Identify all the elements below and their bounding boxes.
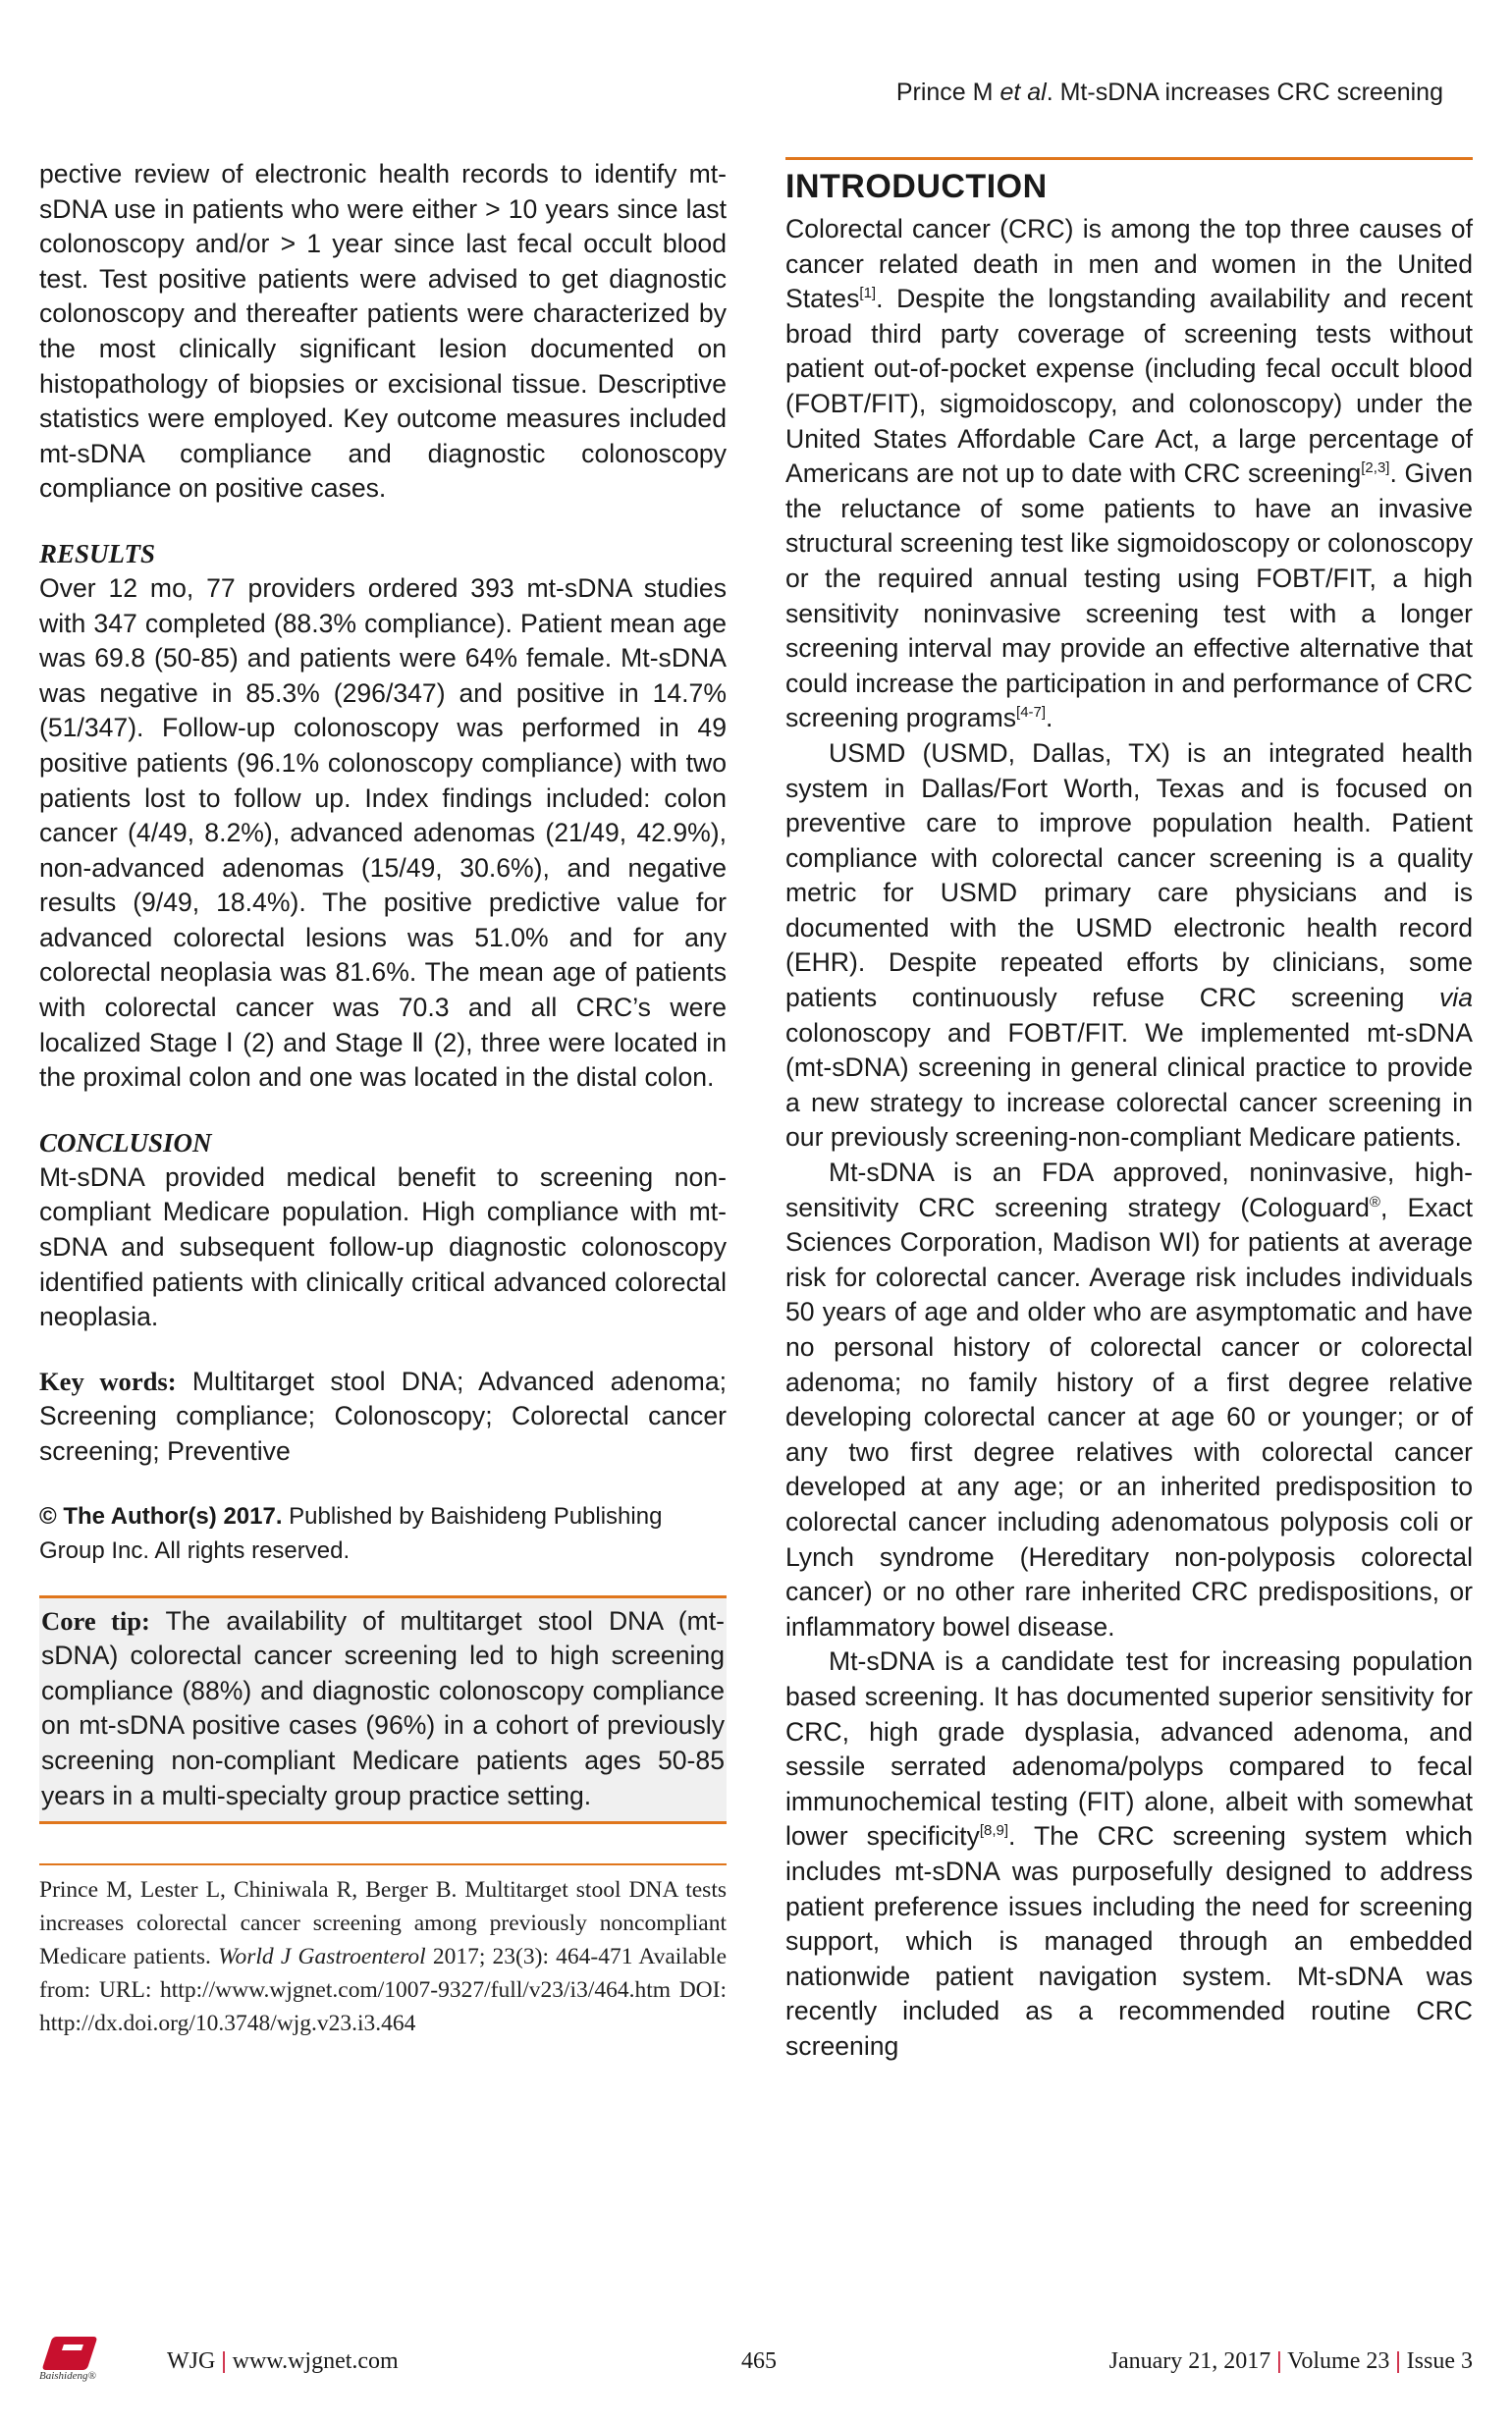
copyright-text: Published by Baishideng Publishing Group Inc. All rights reserved. bbox=[39, 1502, 663, 1564]
citation-journal: World J Gastroenterol bbox=[218, 1944, 426, 1970]
running-head-authors: Prince M bbox=[895, 79, 1000, 106]
footer-journal bbox=[167, 2348, 399, 2375]
p1-text-b: . Despite the longstanding availability and recent broad third party coverage of screening tests without patient out-of-pocket expense (including fecal occult blood (FOBT/FIT), sigmoidoscopy, and colonoscopy) under the United States Affordable Care Act, a large percentage of Americans are not up to date with CRC screening bbox=[785, 284, 1473, 489]
p1-text-a: Colorectal cancer (CRC) is among the top three causes of cancer related death in men and women in the United States bbox=[785, 214, 1473, 314]
running-head bbox=[896, 79, 1443, 107]
core-tip-box bbox=[39, 1595, 727, 1825]
p2-text-b: colonoscopy and FOBT/FIT. We implemented mt-sDNA (mt-sDNA) screening in general clinical practice to provide a new strategy to increase colorectal cancer screening in our previously screening-non-compliant Medicare patients. bbox=[785, 1017, 1473, 1153]
running-head-title: . Mt-sDNA increases CRC screening bbox=[1046, 79, 1443, 106]
core-tip-label: Core tip: bbox=[41, 1605, 150, 1636]
journal-site-link[interactable]: www.wjgnet.com bbox=[232, 2348, 399, 2374]
citation-authors: Prince M, Lester L, Chiniwala R, Berger B. Multitarget stool DNA tests increases colorectal cancer screening among previously noncompliant Medicare patients. bbox=[39, 1877, 727, 1970]
issue: Issue 3 bbox=[1406, 2348, 1473, 2374]
results-text: Over 12 mo, 77 providers ordered 393 mt-sDNA studies with 347 completed (88.3% compliance). Patient mean age was 69.8 (50-85) and patients were 64% female. Mt-sDNA was negative in 85.3% (296/347) and positive in 14.7% (51/347). Follow-up colonoscopy was performed in 49 positive patients (96.1% colonoscopy compliance) with two patients lost to follow up. Index findings included: colon cancer (4/49, 8.2%), advanced adenomas (21/49, 42.9%), non-advanced adenomas (15/49, 30.6%), and negative results (9/49, 18.4%). The positive predictive value for advanced colorectal lesions was 51.0% and for any colorectal neoplasia was 81.6%. The mean age of patients with colorectal cancer was 70.3 and all CRC’s were localized Stage Ⅰ (2) and Stage Ⅱ (2), three were located in the proximal colon and one was located in the distal colon. bbox=[39, 572, 727, 1093]
core-tip-text: The availability of multitarget stool DNA (mt-sDNA) colorectal cancer screening led to high screening compliance (88%) and diagnostic colonoscopy compliance on mt-sDNA positive cases (96%) in a cohort of previously screening non-compliant Medicare patients ages 50-85 years in a multi-specialty group practice setting. bbox=[41, 1605, 725, 1810]
p4-text-b: . The CRC screening system which includes mt-sDNA was purposefully designed to address patient preference issues including the need for screening support, which is managed through an embedded nationwide patient navigation system. Mt-sDNA was recently included as a recommended routine CRC screening bbox=[785, 1821, 1473, 2061]
ref-8-9[interactable]: [8,9] bbox=[979, 1822, 1009, 1840]
volume: Volume 23 bbox=[1287, 2348, 1390, 2374]
citation bbox=[39, 1863, 727, 2040]
p2-text-a: USMD (USMD, Dallas, TX) is an integrated health system in Dallas/Fort Worth, Texas and is focused on preventive care to improve population health. Patient compliance with colorectal cancer screening is a quality metric for USMD primary care physicians and is documented with the USMD electronic health record (EHR). Despite repeated efforts by clinicians, some patients continuously refuse CRC screening bbox=[785, 737, 1473, 1013]
conclusion-heading: CONCLUSION bbox=[39, 1127, 212, 1158]
left-column bbox=[39, 157, 727, 2040]
copyright bbox=[39, 1499, 727, 1568]
logo-text: Baishideng® bbox=[39, 2370, 96, 2382]
p2-via: via bbox=[1439, 983, 1473, 1013]
citation-details[interactable]: 2017; 23(3): 464-471 Available from: URL: http://www.wjgnet.com/1007-9327/full/v23/i3/464.htm DOI: http://dx.doi.org/10.3748/wjg.v23.i3.464 bbox=[39, 1944, 727, 2037]
baishideng-logo-icon bbox=[41, 2337, 97, 2370]
ref-1[interactable]: [1] bbox=[859, 285, 877, 302]
footer bbox=[39, 2348, 1473, 2388]
intro-paragraph-2 bbox=[785, 736, 1473, 1156]
p1-text-d: . bbox=[1046, 703, 1053, 733]
results-heading: RESULTS bbox=[39, 538, 156, 568]
conclusion-text: Mt-sDNA provided medical benefit to screening non-compliant Medicare population. High compliance with mt-sDNA and subsequent follow-up diagnostic colonoscopy identified patients with clinically critical advanced colorectal neoplasia. bbox=[39, 1161, 727, 1332]
right-column bbox=[785, 157, 1473, 2064]
intro-rule bbox=[785, 157, 1473, 160]
separator: | bbox=[221, 2348, 227, 2374]
copyright-bold: © The Author(s) 2017. bbox=[39, 1502, 283, 1530]
baishideng-logo bbox=[39, 2337, 137, 2386]
running-head-etal: et al bbox=[999, 79, 1047, 106]
registered-mark: ® bbox=[1369, 1193, 1380, 1211]
intro-paragraph-1 bbox=[785, 212, 1473, 736]
page-number: 465 bbox=[741, 2348, 777, 2374]
methods-continued: pective review of electronic health records to identify mt-sDNA use in patients who were either > 10 years since last colonoscopy and/or > 1 year since last fecal occult blood test. Test positive patients were advised to get diagnostic colonoscopy and thereafter patients were characterized by the most clinically significant lesion documented on histopathology of biopsies or excisional tissue. Descriptive statistics were employed. Key outcome measures included mt-sDNA compliance and diagnostic colonoscopy compliance on positive cases. bbox=[39, 159, 727, 504]
p3-text-b: , Exact Sciences Corporation, Madison WI) for patients at average risk for colorectal cancer. Average risk includes individuals 50 years of age and older who are asymptomatic and have no personal history of colorectal cancer or colorectal adenoma; no family history of a first degree relative developing colorectal cancer at age 60 or younger; or of any two first degree relatives with colorectal cancer developed at any age; or an inherited predisposition to colorectal cancer including adenomatous polyposis coli or Lynch syndrome (Hereditary non-polyposis colorectal cancer) or no other rare inherited CRC predispositions, or inflammatory bowel disease. bbox=[785, 1192, 1473, 1642]
p1-text-c: . Given the reluctance of some patients to have an invasive structural screening test like sigmoidoscopy or colonoscopy or the required annual testing using FOBT/FIT, a high sensitivity noninvasive screening test with a longer screening interval may provide an effective alternative that could increase the participation in and performance of CRC screening programs bbox=[785, 458, 1473, 733]
issue-date: January 21, 2017 bbox=[1108, 2348, 1271, 2374]
footer-issue-info: January 21, 2017 | Volume 23 | Issue 3 bbox=[1108, 2348, 1473, 2374]
keywords-text: Multitarget stool DNA; Advanced adenoma; Screening compliance; Colonoscopy; Colorectal cancer screening; Preventive bbox=[39, 1366, 727, 1466]
ref-2-3[interactable]: [2,3] bbox=[1361, 459, 1390, 477]
core-tip bbox=[41, 1604, 725, 1814]
intro-paragraph-4 bbox=[785, 1644, 1473, 2064]
journal-abbrev: WJG bbox=[167, 2348, 216, 2374]
p3-text-a: Mt-sDNA is an FDA approved, noninvasive, high-sensitivity CRC screening strategy (Cologuard bbox=[785, 1158, 1473, 1222]
keywords-label: Key words: bbox=[39, 1366, 177, 1396]
ref-4-7[interactable]: [4-7] bbox=[1016, 704, 1047, 722]
p4-text-a: Mt-sDNA is a candidate test for increasing population based screening. It has documented superior sensitivity for CRC, high grade dysplasia, advanced adenoma, and sessile serrated adenoma/polyps compared to fecal immunochemical testing (FIT) alone, albeit with somewhat lower specificity bbox=[785, 1646, 1473, 1852]
introduction-heading: INTRODUCTION bbox=[785, 168, 1048, 205]
keywords bbox=[39, 1365, 727, 1470]
intro-paragraph-3 bbox=[785, 1156, 1473, 1644]
